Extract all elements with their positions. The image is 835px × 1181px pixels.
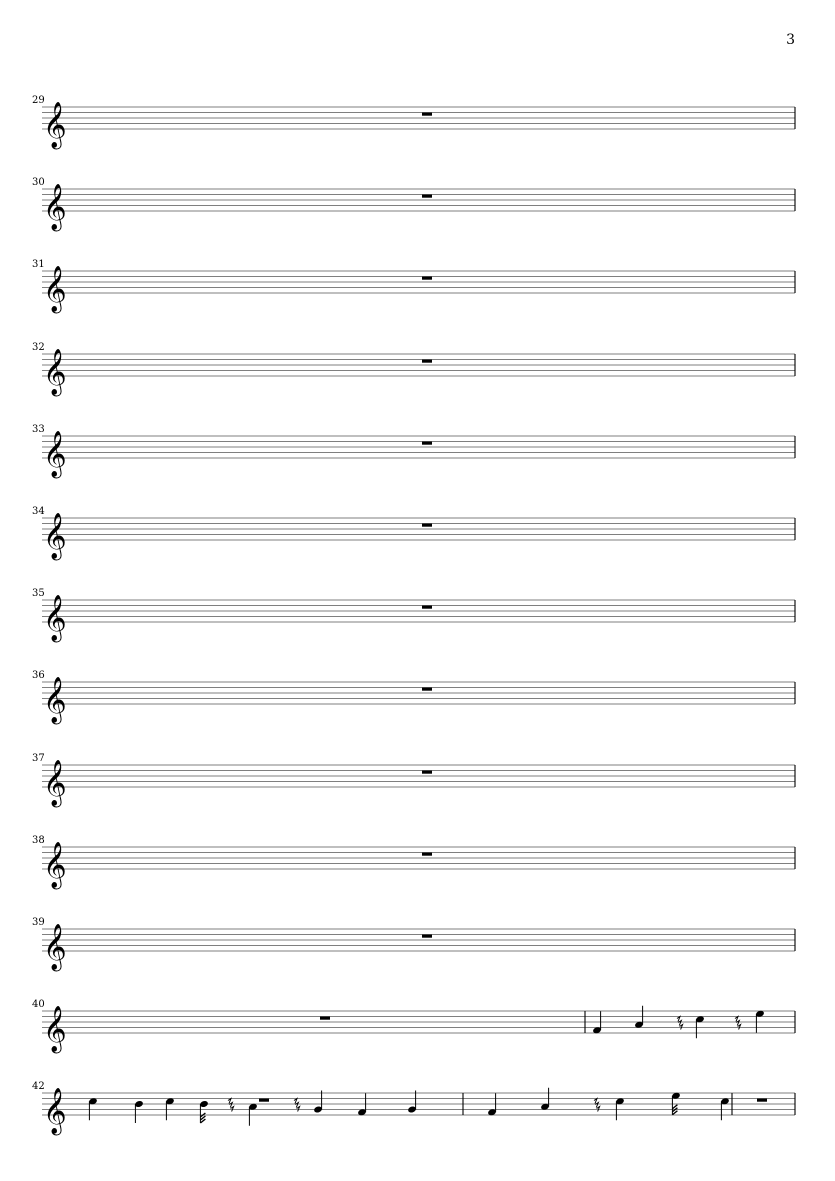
whole-rest — [422, 113, 432, 116]
whole-rest — [422, 688, 432, 691]
measure-number: 38 — [32, 834, 45, 846]
whole-rest — [422, 277, 432, 280]
treble-clef-icon: 𝄞 — [43, 348, 67, 395]
measure-number: 40 — [32, 999, 45, 1011]
staff-system — [0, 753, 835, 813]
measure-number: 37 — [32, 752, 45, 764]
staff-system — [0, 588, 835, 648]
staff-system — [0, 424, 835, 484]
whole-rest — [320, 1017, 330, 1020]
treble-clef-icon: 𝄞 — [43, 184, 67, 231]
whole-rest — [422, 524, 432, 527]
staff-system — [0, 342, 835, 402]
treble-clef-icon: 𝄞 — [43, 841, 67, 888]
short-rest — [677, 1017, 680, 1022]
treble-clef-icon: 𝄞 — [43, 677, 67, 724]
treble-clef-icon: 𝄞 — [43, 1006, 67, 1053]
staff-system — [0, 917, 835, 977]
measure-number: 42 — [32, 1081, 45, 1093]
staff-system — [0, 177, 835, 237]
measure-number: 30 — [32, 177, 45, 189]
short-rest — [595, 1103, 598, 1108]
page-number: 3 — [786, 32, 795, 48]
short-rest — [229, 1103, 232, 1108]
short-rest — [594, 1099, 597, 1104]
treble-clef-icon: 𝄞 — [43, 759, 67, 806]
whole-rest — [757, 1099, 767, 1102]
short-rest — [738, 1025, 741, 1030]
staff-system — [0, 506, 835, 566]
staff-system — [0, 835, 835, 895]
whole-rest — [422, 441, 432, 444]
treble-clef-icon: 𝄞 — [43, 513, 67, 559]
short-rest — [680, 1025, 683, 1030]
treble-clef-icon: 𝄞 — [43, 924, 67, 970]
measure-number: 36 — [32, 670, 45, 682]
measure-number: 33 — [32, 423, 45, 435]
staff-system — [0, 999, 835, 1059]
treble-clef-icon: 𝄞 — [43, 102, 67, 148]
staff-system — [0, 259, 835, 319]
treble-clef-icon: 𝄞 — [43, 595, 67, 642]
treble-clef-icon: 𝄞 — [43, 266, 67, 313]
measure-number: 31 — [32, 259, 45, 271]
measure-number: 34 — [32, 506, 45, 517]
whole-rest — [422, 770, 432, 773]
whole-rest — [259, 1099, 269, 1102]
short-rest — [736, 1021, 739, 1026]
short-rest — [231, 1107, 234, 1112]
staff-system — [0, 1081, 835, 1141]
staff-system — [0, 95, 835, 155]
staff-system — [0, 670, 835, 730]
short-rest — [735, 1017, 738, 1022]
short-rest — [228, 1099, 231, 1104]
whole-rest — [422, 606, 432, 609]
whole-rest — [422, 852, 432, 855]
measure-number: 39 — [32, 917, 45, 928]
whole-rest — [422, 935, 432, 938]
short-rest — [678, 1021, 681, 1026]
measure-number: 29 — [32, 95, 45, 106]
measure-number: 35 — [32, 588, 45, 600]
short-rest — [295, 1103, 298, 1108]
treble-clef-icon: 𝄞 — [43, 430, 67, 477]
whole-rest — [422, 359, 432, 362]
measure-number: 32 — [32, 341, 45, 353]
short-rest — [597, 1107, 600, 1112]
whole-rest — [422, 195, 432, 198]
treble-clef-icon: 𝄞 — [43, 1088, 67, 1135]
short-rest — [297, 1107, 300, 1112]
short-rest — [294, 1099, 297, 1104]
